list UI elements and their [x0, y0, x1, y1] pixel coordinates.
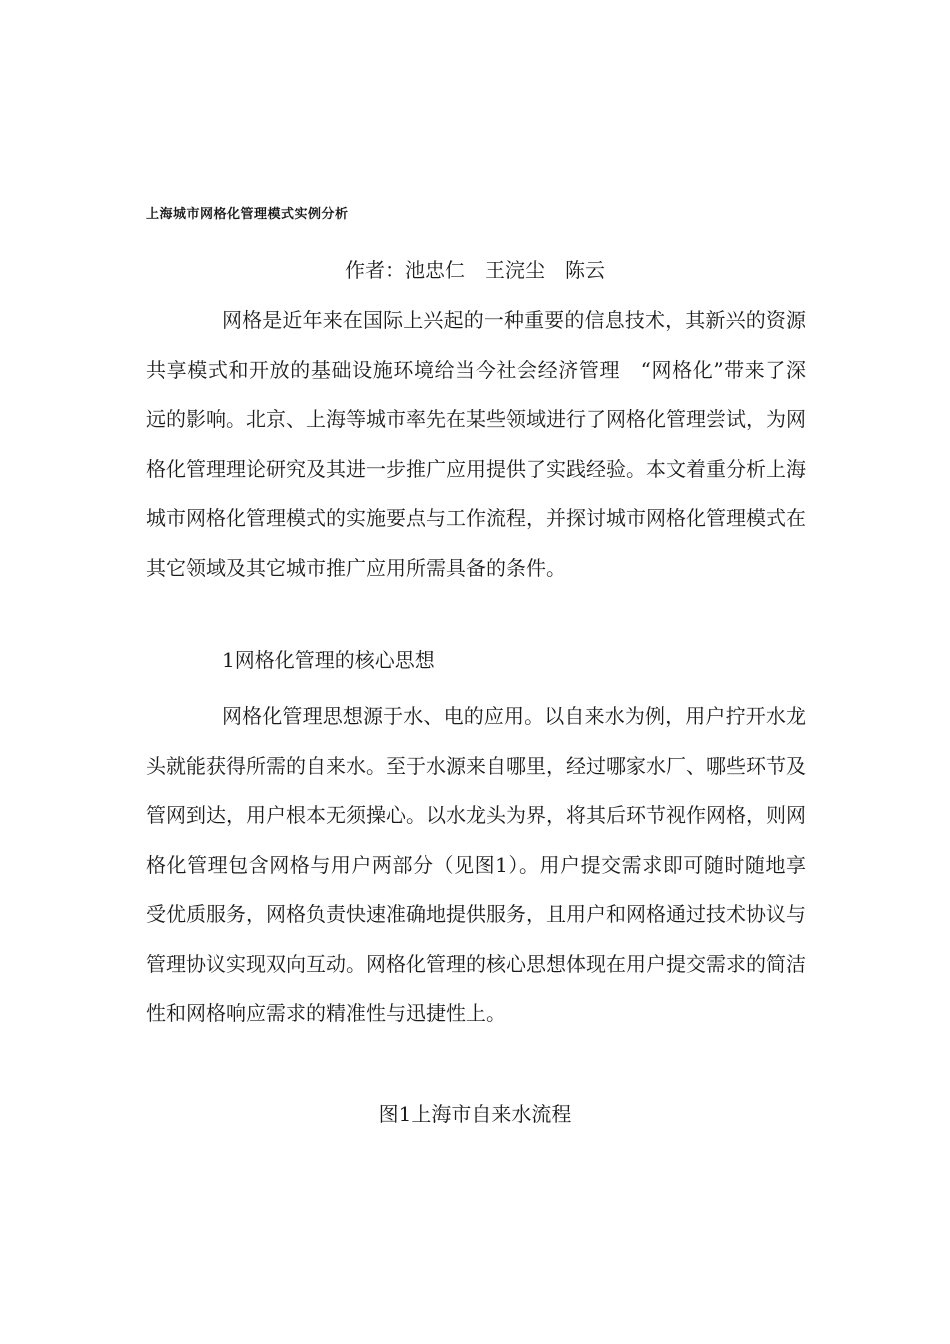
section-heading: 1网格化管理的核心思想	[222, 648, 435, 672]
figure-caption: 图1上海市自来水流程	[378, 1102, 572, 1126]
paragraph-text: 网格化管理思想源于水、电的应用。以自来水为例，用户拧开水龙头就能获得所需的自来水。至于水源来自哪里，经过哪家水厂、哪些环节及管网到达，用户根本无须操心。以水龙头为界，将其后环节视作网格，则网格化管理包含网格与用户两部分（见图1）。用户提交需求即可随时随地享受优质服务，网格负责快速准确地提供服务，且用户和网格通过技术协议与管理协议实现双向互动。网格化管理的核心思想体现在用户提交需求的简洁性和网格响应需求的精准性与迅捷性上。	[146, 704, 806, 1025]
document-title: 上海城市网格化管理模式实例分析	[146, 207, 349, 222]
authors-line: 作者：池忠仁 王浣尘 陈云	[345, 258, 605, 282]
body-paragraph-core-idea	[146, 692, 806, 1039]
paragraph-text: 网格是近年来在国际上兴起的一种重要的信息技术，其新兴的资源共享模式和开放的基础设施环境给当今社会经济管理 “网格化”带来了深远的影响。北京、上海等城市率先在某些领域进行了网格化管理尝试，为网格化管理理论研究及其进一步推广应用提供了实践经验。本文着重分析上海城市网格化管理模式的实施要点与工作流程，并探讨城市网格化管理模式在其它领域及其它城市推广应用所需具备的条件。	[146, 308, 806, 580]
body-paragraph-intro	[146, 296, 806, 593]
